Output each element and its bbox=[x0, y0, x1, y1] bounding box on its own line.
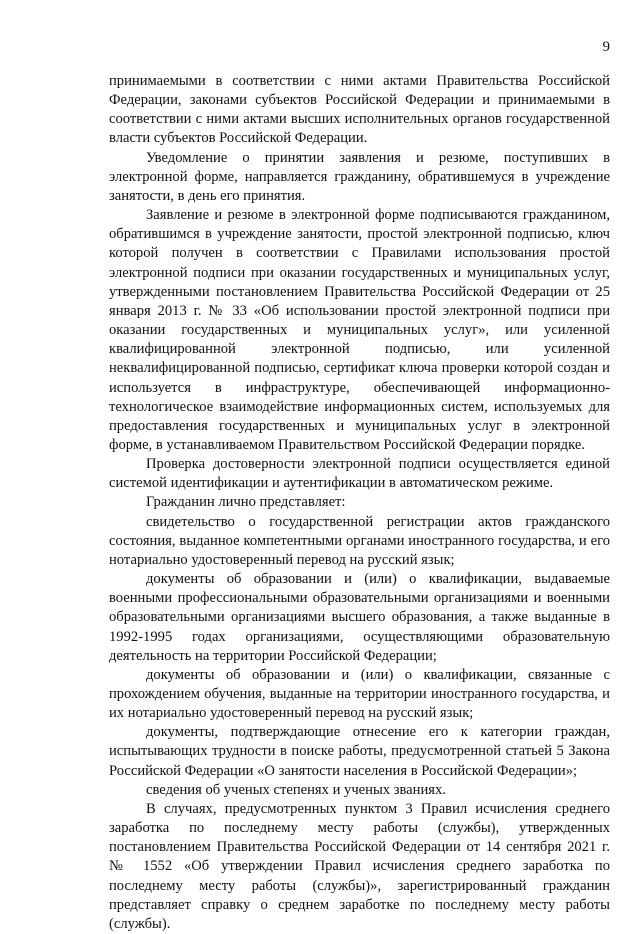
paragraph: Уведомление о принятии заявления и резюме, поступивших в электронной форме, направляется гражданину, обратившемуся в учреждение занятости, в день его принятия. bbox=[109, 149, 610, 204]
list-item: документы об образовании и (или) о квалификации, связанные с прохождением обучения, выданные на территории иностранного государства, и их нотариально удостоверенный перевод на русский язык; bbox=[109, 666, 610, 722]
page-number: 9 bbox=[602, 39, 610, 55]
paragraph: В случаях, предусмотренных пунктом 3 Правил исчисления среднего заработка по последнему месту работы (службы), утвержденных постановлением Правительства Российской Федерации от 14 сентября 2021 г. № 1552 «Об утверждении Правил исчисления среднего заработка по последнему месту работы (службы)», зарегистрированный гражданин представляет справку о среднем заработке по последнему месту работы (службы). bbox=[109, 800, 610, 932]
paragraph: Заявление и резюме в электронной форме подписываются гражданином, обратившимся в учреждение занятости, простой электронной подписью, ключ которой получен в соответствии с Правилами использования простой электронной подписи при оказании государственных и муниципальных услуг, утвержденными постановлением Правительства Российской Федерации от 25 января 2013 г. № 33 «Об использовании простой электронной подписи при оказании государственных и муниципальных услуг», или усиленной квалифицированной электронной подписью, или усиленной неквалифицированной подписью, сертификат ключа проверки которой создан и используется в инфраструктуре, обеспечивающей информационно-технологическое взаимодействие информационных систем, используемых для предоставления государственных и муниципальных услуг в электронной форме, в устанавливаемом Правительством Российской Федерации порядке. bbox=[109, 207, 610, 453]
paragraph: Проверка достоверности электронной подписи осуществляется единой системой идентификации и аутентификации в автоматическом режиме. bbox=[109, 456, 610, 492]
list-item: свидетельство о государственной регистрации актов гражданского состояния, выданное компетентными органами иностранного государства, и его нотариально удостоверенный перевод на русский язык; bbox=[109, 513, 610, 568]
list-item: сведения об ученых степенях и ученых званиях. bbox=[146, 781, 446, 798]
list-item: документы об образовании и (или) о квалификации, выдаваемые военными профессиональными образовательными организациями и военными образовательными организациями высшего образования, а также выданные в 1992-1995 годах организациями, осуществляющими образовательную деятельность на территории Российской Федерации; bbox=[109, 571, 610, 664]
document-body bbox=[109, 72, 610, 934]
paragraph: принимаемыми в соответствии с ними актами Правительства Российской Федерации, законами субъектов Российской Федерации и принимаемыми в соответствии с ними актами высших исполнительных органов государственной власти субъектов Российской Федерации. bbox=[109, 73, 610, 147]
paragraph: Гражданин лично представляет: bbox=[146, 494, 346, 511]
list-item: документы, подтверждающие отнесение его к категории граждан, испытывающих трудности в поиске работы, предусмотренной статьей 5 Закона Российской Федерации «О занятости населения в Российской Федерации»; bbox=[109, 724, 610, 779]
